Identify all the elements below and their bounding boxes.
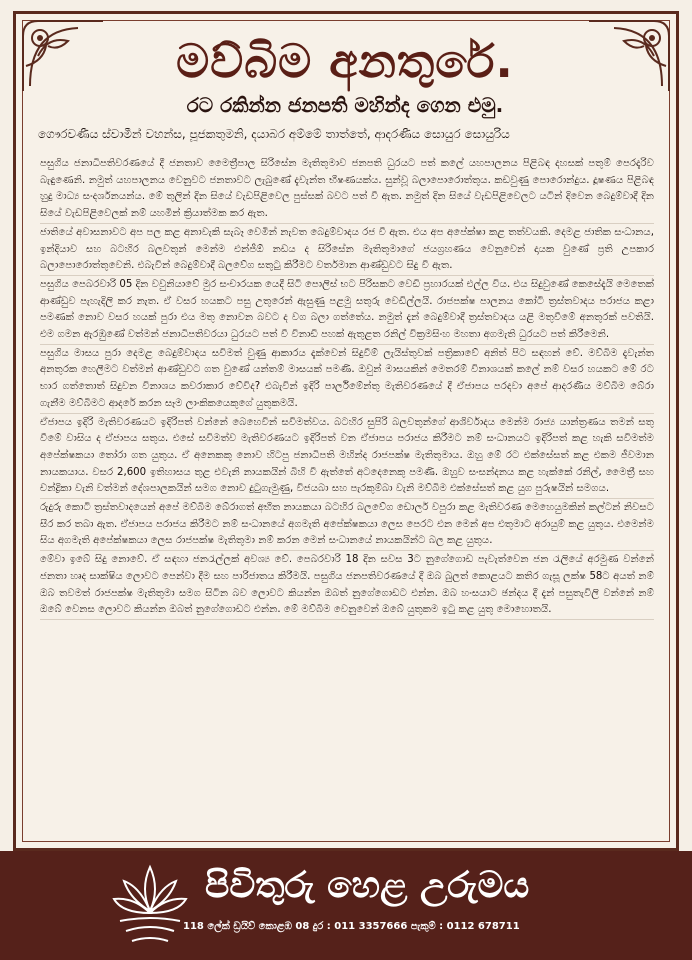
paragraph: පසුගිය ජනාධිපතිවරණයේ දී ජනතාව මෛත්‍රීපාල සිරිසේන මැතිතුමාව ජනපති ධුරයට පත් කලේ යහපාලනය පිළිබඳ දහසක් පතුම් පෙරදැරිව බැඳුණෙනි. නමුත් යහපාලනය වෙනුවට ජනතාවට ලැබුණේ දැවැන්ත භීෂණයක්ය. සුන්වූ බලාපොරොත්තුය. කඩවුණු පොරොන්දුය. දූෂණය පිළිබඳ හුදු මාධ්‍ය සංදර්ශනයන්ය. මේ තුලින් දින සියේ වැඩපිළිවෙල පුස්සක් බවට පත් වී ඇත. නමුත් දින සියේ වැඩපිළිවෙලට යටින් දිවෙන බෙදුම්වාදී දින සියේ වැඩපිළිවෙලක් නම් යහමින් ක්‍රියාත්මක කර ඇත. bbox=[40, 156, 654, 224]
page-subtitle: රට රකින්න ජනපති මහින්ද ගෙන එමු. bbox=[186, 93, 504, 117]
contact-info: 118 ලේක් ඩ්‍රයිව් කොළඹ 08 දුර : 011 3357666 පැකුම් : 0112 678711 bbox=[183, 921, 520, 932]
salutation: ගෞරවණීය ස්වාමීන් වහන්ස, පූජකතුමනි, දයාබර අම්මේ තාත්තේ, ආදරණීය සොයුර සොයුරිය bbox=[38, 127, 510, 141]
ornament-corner-left-icon bbox=[18, 16, 108, 96]
page-title: මව්බිම අනතුරේ. bbox=[176, 34, 514, 88]
paragraph: ඒජාපය ඉදිරි මැතිවරණයට ඉදිරිපත් වන්නේ බෙහෙවින් සවිමත්වය. බටහිර සුපිරි බලවතුන්ගේ ආශිර්වාදය මෙන්ම රාජ්‍ය යාන්ත්‍රණය තමන් සතු වීමේ වාසිය ද ඒජාපය සතුය. එසේ සවිමත්ව මැතිවරණයට ඉදිරිපත් වන ඒජාපය පරාජය කිරීමට නම් සංධානයට ඉදිරිපත් කළ හැකි සවිමත්ම අපේක්ෂකයා තෝරා ගත යුතුය. ඒ අනෙකකු නොව හිටපු ජනාධිපති මහින්ද රාජපක්ෂ මැතිතුමාය. ඔහු මේ රට එක්සේසත් කළ එකම ජීවමාන නායකයාය. වසර 2,600 ඉතිහාසය තුළ එවැනි නායකයින් බිහි වී ඇත්තේ අටදෙනෙකු පමණි. ඔහුව සංසන්දනය කළ හැක්කේ රනිල්, මෛත්‍රී සහ චන්ද්‍රිකා වැනි වත්මන් දේශපාලකයින් සමග නොව දුටුගැමුණු, විජයබා සහ පැරකුම්බා වැනි මව්බිම එක්සේසත් කළ යුග පුරුෂයින් සමගය. bbox=[40, 415, 654, 500]
paragraph: රුදුරු කොටි ත්‍රස්තවාදයෙන් අපේ මව්බිම බේරාගත් අභීත නායකයා බටහිර බලවේග ඩොලර් වපුරා කළ මැතිවරණ මෙහෙයුමකින් කල්ටන් නිවසට සීර කර තබා ඇත. ඒජාපය පරාජය කිරීමට නම් සංධානයේ අගමැති අපේක්ෂකයා ලෙස පෙරට එන මෙන් අප එතුමාට අරායුම් කළ යුතුය. එමෙන්ම සිය අගමැති අපේක්ෂකයා ලෙස රාජපක්ෂ මැතිතුමා නම් කරන මෙන් සංධානයේ නායකයින්ට බල කළ යුතුය. bbox=[40, 500, 654, 551]
ornament-corner-right-icon bbox=[584, 16, 674, 96]
paragraph: මේවා ඉබේ සිදු නොවේ. ඒ සඳහා ජනරැල්ලක් අවශ්‍ය වේ. පෙබරවාරි 18 දින සවස 3ට නුගේගොඩ පැවැත්වෙන ජන රැලියේ අරමුණ වන්නේ ජනතා හෘද සාක්ෂිය ලොවට පෙන්වා දීම සහ පාරිජාතය කිරීමයි. පසුගිය ජනපතිවරණයේ දී ඔබ බුලත් කොළයට කතිර ගැසූ ලක්ෂ 58ට අයත් නම් ඔබ තවමත් රාජපක්ෂ මැතිතුමා සමග සිටින බව ලොවට කියන්න ඔබත් නුගේගොඩට එන්න. ඔබ හංසයාට ඡන්දය දී දැන් පසුතැවිලි වන්නේ නම් ඔබේ වෙනස ලොවට කියන්න ඔබත් නුගේගොඩට එන්න. මේ මව්බිම වෙනුවෙන් ඔබේ යුතුකම ඉටු කළ යුතු මොහොතයි. bbox=[40, 552, 654, 620]
paragraph: පසුගිය පෙබරවාරි 05 දින වවුනියාවේ මුර සංචාරයක යෙදී සිටි පොලිස් භට පිරිසකට වෙඩි ප්‍රහාරයක් එල්ල විය. එය සිදුවුණේ කෙසේදැයි මෙතෙක් ආණ්ඩුව පැහැදිලි කර නැත. ඒ වසර හයකට පසු උතුරෙන් ඇසුණු පළමු සතුරු වෙඩිල්ලයි. රාජපක්ෂ පාලනය කෝටි ත්‍රස්තවාදය පරාජය කළා පමණක් නොව වසර හයක් පුරා එය මතු නොවන බවට ද වග බලා ගත්තේය. නමුත් දැන් බෙදුම්වාදී ත්‍රස්තවාදය යළි මතුවීමේ අනතුරක් පවතියි. එම ගමන ඇරඹුණේ වත්මන් ජනාධිපතිවරයා ධුරයට පත් වී විනාඩි පහක් ඇතුළත රනිල් වික්‍රමසිංහ මහතා අගමැති ධුරයට පත් කිරීමෙනි. bbox=[40, 277, 654, 345]
lotus-logo-icon bbox=[110, 859, 190, 951]
footer-banner bbox=[0, 851, 692, 960]
paragraph: ජාතියේ අවාසනාවට අප පල කළ අනාවැකි සැබෑ වෙමින් නැවත බෙදුම්වාදය රජ වී ඇත. එය අප අපේක්ෂා කළ තත්වයකි. දෙමළ ජාතික සංධානය, ඉන්දියාව සහ බටහිර බලවතුන් මෙන්ම එන්ජීඕ නඩය ද සිරිසේන මැතිතුමාගේ ජයග්‍රහණය වෙනුවෙන් දායක වුණේ ප්‍රති උපකාර බලාපොරොත්තුවෙනි. එබැවින් බෙදුම්වාදී බලවේග සතුටු කිරීමට වර්තමාන ආණ්ඩුවට සිදු වී ඇත. bbox=[40, 225, 654, 276]
paragraph: පසුගිය මාසය පුරා දෙමළ බෙදුම්වාදය සවිමත් වුණු ආකාරය දැක්වෙන් සිදුවීම් ලැයිස්තුවක් පත්‍රිකාවේ අනිත් පිට සඳහන් වේ. මව්බිම දැවැන්ත අනතුරක හෙලීමට වත්මන් ආණ්ඩුවට ගත වුණේ යන්තම් මාසයක් පමණි. ඔවුන් මාසයකින් මෙතරම් විනාශයක් කලේ නම් වසර හයකට මේ රට භාර ගත්තොත් සිදුවන විනාශය කවරාකාර වේවිද? එබැවින් ඉදිරි පාර්ලිමේන්තු මැතිවරණයේ දී ඒජාපය පරදවා අපේ ආදරණීය මව්බිම බේරා ගැනීම මව්බිමට ආදරේ කරන සෑම ලාංකිකයෙකුගේ යුතුකමයි. bbox=[40, 346, 654, 414]
organization-name: පිවිතුරු හෙළ උරුමය bbox=[205, 865, 530, 906]
article-body bbox=[40, 156, 654, 846]
